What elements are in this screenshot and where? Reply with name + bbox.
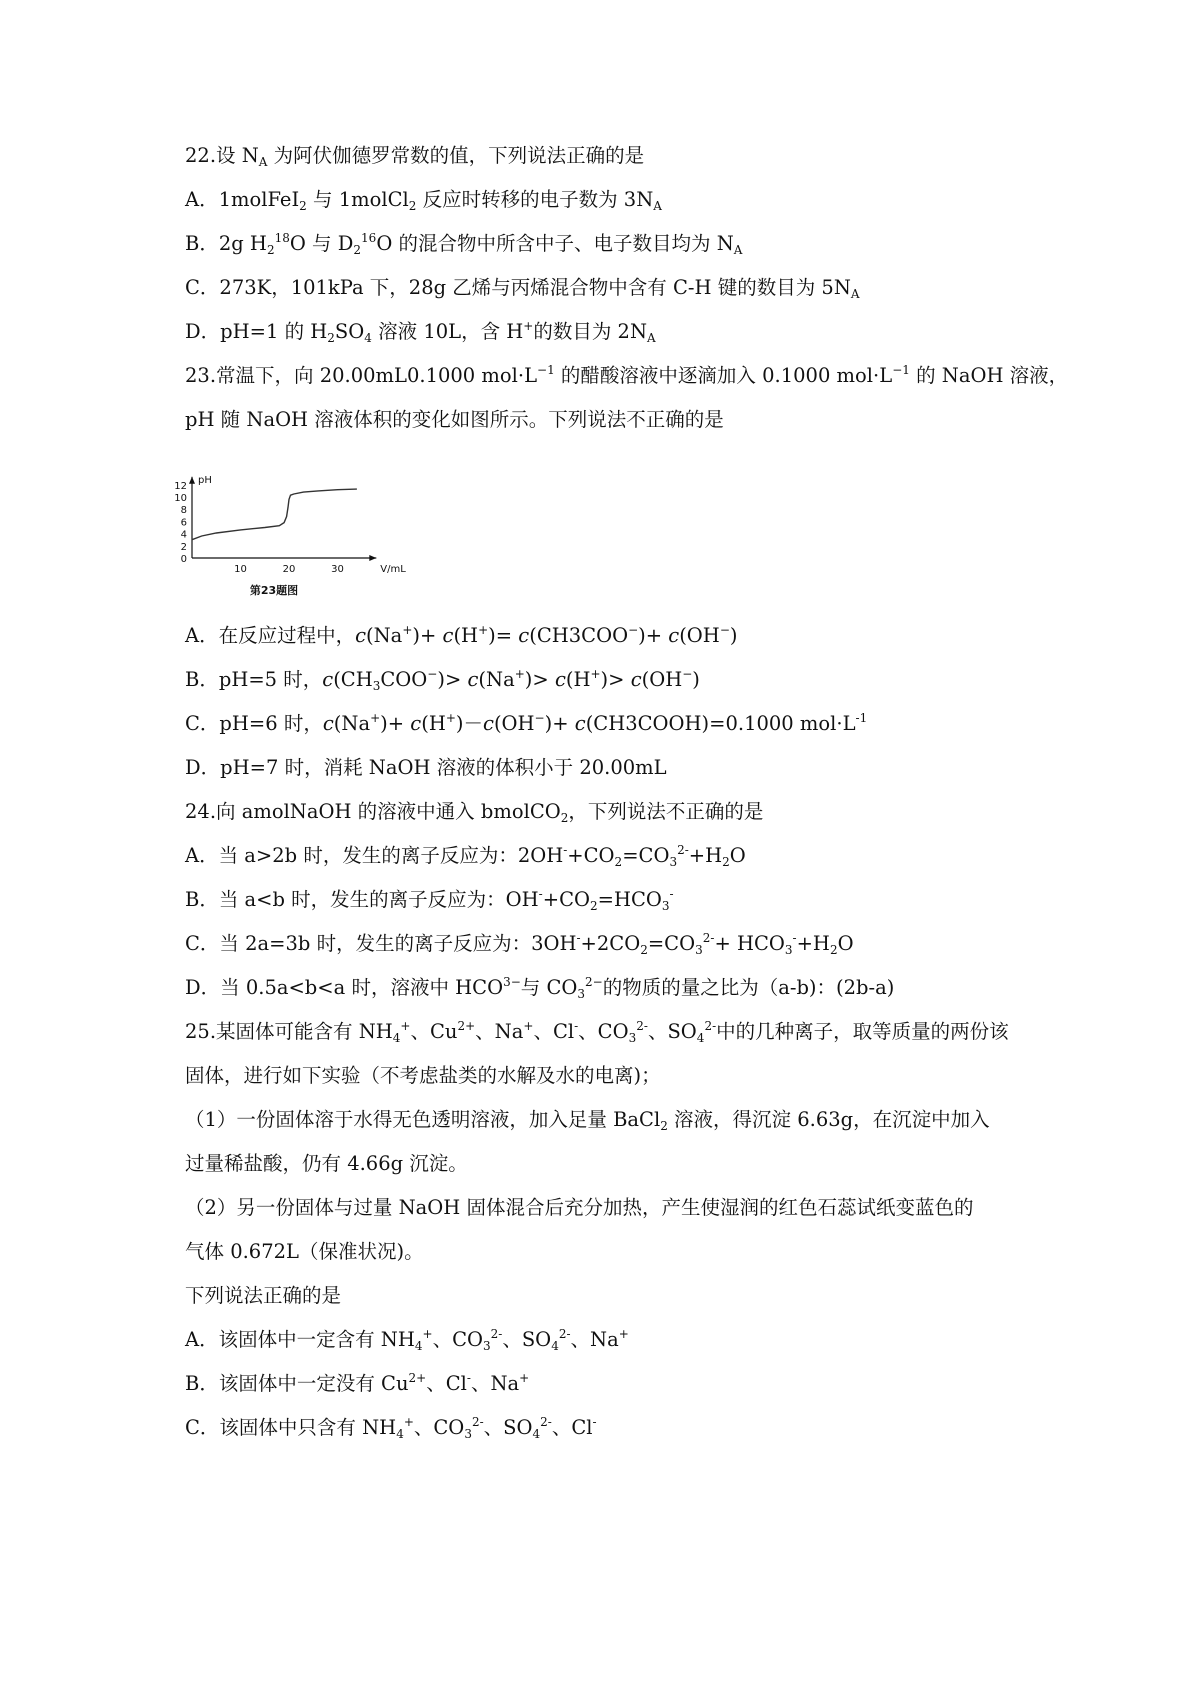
q25-experiment-2-line1: （2）另一份固体与过量 NaOH 固体混合后充分加热，产生使湿润的红色石蕊试纸变蓝色的	[185, 1196, 974, 1219]
y-tick-label: 4	[180, 529, 187, 541]
q25-option-b: B．该固体中一定没有 $Cu^{2+}$、Cl-、Na+	[185, 1371, 530, 1395]
y-tick-label: 2	[180, 541, 187, 553]
x-tick-label: 30	[331, 564, 344, 575]
q25-stem-line1: 25.某固体可能含有 $NH_4^+$、$Cu^{2+}$、Na+、Cl-、$CO_3^{2-}$、$SO_4^{2-}$中的几种离子，取等质量的两份该	[185, 1019, 1009, 1045]
q24-option-a: A．当 a>2b 时，发生的离子反应为：$2OH^-+CO_2=CO_3^{2-}+H_2O$	[185, 843, 746, 869]
q23-option-c: C．pH=6 时，c(Na+)+ c(H+)－c(OH−)+ c(CH3COOH)=0.1000 $mol\cdot L^{-1}$	[185, 711, 868, 735]
q24-option-d: D．当 0.5a<b<a 时，溶液中 $HCO^{3-}$与 $CO_3^{2-}$的物质的量之比为（a-b)：(2b-a)	[185, 975, 895, 1001]
y-tick-label: 0	[180, 554, 187, 565]
q25-experiment-1-line1: （1）一份固体溶于水得无色透明溶液，加入足量 BaCl$_2$ 溶液，得沉淀 6.63g，在沉淀中加入	[185, 1108, 990, 1133]
q25-stem-line2: 固体，进行如下实验（不考虑盐类的水解及水的电离)；	[185, 1064, 661, 1087]
q22-option-b: B．2g $H_2^{18}O$ 与 $D_2^{16}O$ 的混合物中所含中子、电子数目均为 $N_A$	[185, 231, 743, 257]
q24-stem: 24.向 amolNaOH 的溶液中通入 bmolCO$_2$，下列说法不正确的是	[185, 800, 764, 825]
y-axis-arrow	[189, 477, 195, 484]
q22-option-d: D．pH=1 的 $H_2SO_4$ 溶液 10L，含 H+的数目为 $2N_A$	[185, 319, 656, 345]
q24-option-b: B．当 a<b 时，发生的离子反应为：$OH^-+CO_2=HCO_3^-$	[185, 887, 674, 913]
y-tick-label: 10	[174, 493, 187, 504]
q23-option-d: D．pH=7 时，消耗 NaOH 溶液的体积小于 20.00mL	[185, 756, 667, 779]
q23-stem-line2: pH 随 NaOH 溶液体积的变化如图所示。下列说法不正确的是	[185, 408, 724, 431]
y-tick-label: 6	[180, 517, 187, 529]
q23-stem-line1: 23.常温下，向 20.00mL0.1000 $mol\cdot L^{-1}$ 的醋酸溶液中逐滴加入 0.1000 $mol\cdot L^{-1}$ 的 NaOH 溶液，	[185, 363, 1069, 387]
x-axis-arrow	[369, 555, 376, 561]
x-tick-label: 10	[234, 564, 247, 575]
y-axis-label: pH	[198, 474, 212, 486]
q25-experiment-1-line2: 过量稀盐酸，仍有 4.66g 沉淀。	[185, 1152, 468, 1175]
q24-option-c: C．当 2a=3b 时，发生的离子反应为：$3OH^-+2CO_2=CO_3^{2-}+ HCO_3^-+H_2O$	[185, 931, 854, 957]
figure-caption: 第23题图	[249, 584, 299, 597]
q25-experiment-2-line2: 气体 0.672L（保准状况)。	[185, 1240, 424, 1263]
q23-option-a: A．在反应过程中，c(Na+)+ c(H+)= c(CH3COO−)+ c(OH−)	[185, 623, 738, 647]
x-tick-label: 20	[282, 564, 296, 575]
q25-question: 下列说法正确的是	[185, 1284, 342, 1307]
q25-option-c: C．该固体中只含有 $NH_4^+$、$CO_3^{2-}$、$SO_4^{2-}$、Cl-	[185, 1415, 597, 1441]
y-tick-label: 12	[174, 480, 187, 492]
q22-option-a: A．1molFeI$_2$ 与 1molCl$_2$ 反应时转移的电子数为 $3N_A$	[185, 188, 662, 213]
q22-stem: 22.设 $N_A$ 为阿伏伽德罗常数的值，下列说法正确的是	[185, 144, 645, 169]
q23-option-b: B．pH=5 时，$c(CH_3COO^-)> c(Na^+)> c(H^+)> c(OH^-)$	[185, 667, 700, 693]
y-tick-label: 8	[180, 505, 187, 517]
x-axis-label: V/mL	[380, 564, 406, 575]
titration-curve-line	[192, 489, 357, 540]
q25-option-a: A．该固体中一定含有 $NH_4^+$、$CO_3^{2-}$、$SO_4^{2-}$、Na+	[185, 1327, 629, 1353]
q22-option-c: C．273K，101kPa 下，28g 乙烯与丙烯混合物中含有 C-H 键的数目为 $5N_A$	[185, 276, 860, 301]
